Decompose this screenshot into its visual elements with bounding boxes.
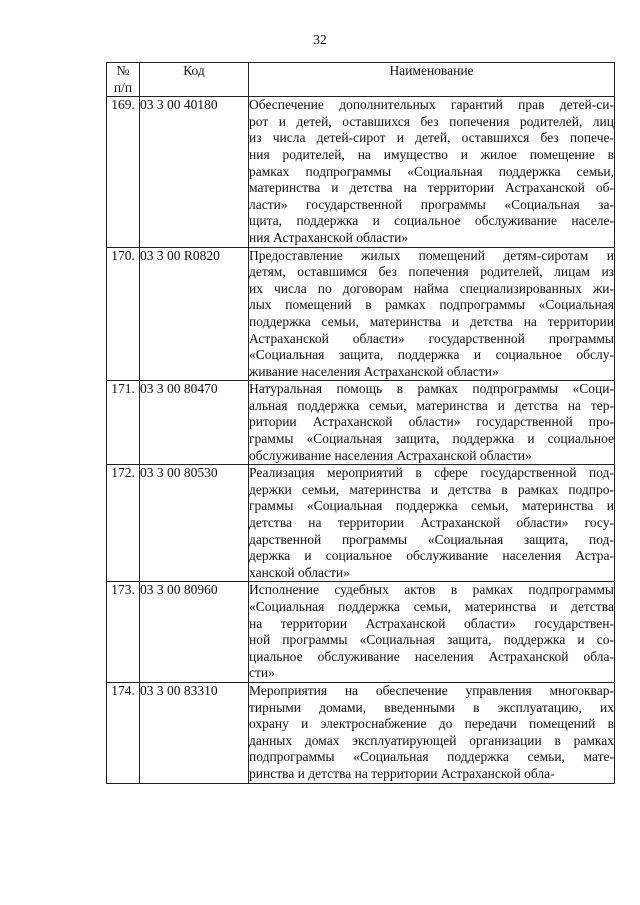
row-name-line: щита, поддержка и социальное обслуживание населе- — [249, 213, 614, 229]
row-name — [249, 682, 615, 783]
header-number-sign: № — [116, 63, 130, 78]
header-row-number — [107, 63, 140, 97]
budget-code-table — [106, 62, 615, 784]
row-number: 170. — [107, 247, 140, 381]
row-name-line: граммы «Социальная защита, поддержка и социальное — [249, 431, 614, 447]
row-name — [249, 381, 615, 465]
row-name-line: циальное обслуживание населения Астраханской обла- — [249, 648, 614, 664]
row-name — [249, 97, 615, 247]
page-number: 32 — [313, 32, 327, 47]
row-name-line: данных домах эксплуатирующей организации в рамках — [249, 732, 614, 748]
row-name-line: их числа по договорам найма специализированных жи- — [249, 280, 614, 296]
row-name-line: подпрограммы «Социальная поддержка семьи, мате- — [249, 749, 614, 765]
table-row — [107, 682, 615, 783]
row-name-line: Мероприятия на обеспечение управления многоквар- — [249, 682, 614, 698]
row-name-line: живание населения Астраханской области» — [249, 363, 499, 379]
row-name-line: Предоставление жилых помещений детям-сиротам и — [249, 247, 614, 263]
row-name-line: ной программы «Социальная защита, поддержка и со- — [249, 632, 614, 648]
row-name-line: рамках подпрограммы «Социальная поддержка семьи, — [249, 163, 614, 179]
row-code: 03 3 00 40180 — [140, 97, 249, 247]
table-row — [107, 465, 615, 582]
row-name-line: Реализация мероприятий в сфере государственной под- — [249, 465, 614, 481]
row-name-line: Натуральная помощь в рамках подпрограммы «Соци- — [249, 381, 614, 397]
row-name-line: Астраханской области» государственной программы — [249, 330, 614, 346]
row-name-line: держка и социальное обслуживание населения Астра- — [249, 548, 614, 564]
row-name-line: «Социальная защита, поддержка и социальное обслу- — [249, 347, 614, 363]
row-name — [249, 465, 615, 582]
row-code: 03 3 00 80960 — [140, 582, 249, 683]
table-row — [107, 381, 615, 465]
row-name — [249, 582, 615, 683]
row-name-line: ханской области» — [249, 564, 350, 580]
row-name-line: детства на территории Астраханской области» госу- — [249, 515, 614, 531]
table-body — [107, 97, 615, 783]
header-code: Код — [140, 63, 249, 97]
table-row — [107, 97, 615, 247]
row-name-line: «Социальная поддержка семьи, материнства и детства — [249, 599, 614, 614]
row-name-line: на территории Астраханской области» государствен- — [249, 615, 614, 631]
row-number: 171. — [107, 381, 140, 465]
table-header-row — [107, 63, 615, 97]
row-name-line: поддержка семьи, материнства и детства на территории — [249, 313, 614, 329]
row-name-line: из числа детей-сирот и детей, оставшихся без попече- — [249, 130, 614, 146]
row-number: 173. — [107, 582, 140, 683]
row-name-line: граммы «Социальная поддержка семьи, материнства и — [249, 498, 614, 514]
row-name-line: дарственной программы «Социальная защита, под- — [249, 531, 614, 547]
row-name-line: лых помещений в рамках подпрограммы «Социальная — [249, 297, 614, 313]
row-code: 03 3 00 R0820 — [140, 247, 249, 381]
table-row — [107, 582, 615, 683]
row-code: 03 3 00 83310 — [140, 682, 249, 783]
row-name-line: Исполнение судебных актов в рамках подпрограммы — [249, 582, 614, 598]
row-name-line: ния Астраханской области» — [249, 229, 409, 245]
header-number-abbrev: п/п — [113, 79, 133, 95]
row-code: 03 3 00 80530 — [140, 465, 249, 582]
row-name-line: ринства и детства на территории Астраханской обла- — [249, 765, 555, 781]
row-name-line: тирными домами, введенными в эксплуатацию, их — [249, 699, 614, 715]
row-name-line: рот и детей, оставшихся без попечения родителей, лиц — [249, 113, 614, 129]
row-name-line: детям, оставшимся без попечения родителей, лицам из — [249, 264, 614, 280]
row-number: 174. — [107, 682, 140, 783]
row-name-line: Обеспечение дополнительных гарантий прав детей-си- — [249, 97, 614, 113]
row-name-line: альная поддержка семьи, материнства и детства на тер- — [249, 397, 614, 413]
row-name-line: ласти» государственной программы «Социальная за- — [249, 196, 614, 212]
row-name-line: материнства и детства на территории Астраханской об- — [249, 180, 614, 196]
row-name-line: сти» — [249, 665, 275, 681]
table-row — [107, 247, 615, 381]
row-name-line: обслуживание населения Астраханской области» — [249, 447, 532, 463]
row-code: 03 3 00 80470 — [140, 381, 249, 465]
header-name: Наименование — [249, 63, 615, 97]
row-name-line: ния родителей, на имущество и жилое помещение в — [249, 146, 614, 162]
row-number: 169. — [107, 97, 140, 247]
row-name-line: охрану и электроснабжение до передачи помещений в — [249, 716, 614, 732]
row-name-line: ритории Астраханской области» государственной про- — [249, 414, 614, 430]
row-name-line: держки семьи, материнства и детства в рамках подпро- — [249, 481, 614, 497]
row-name — [249, 247, 615, 381]
row-number: 172. — [107, 465, 140, 582]
